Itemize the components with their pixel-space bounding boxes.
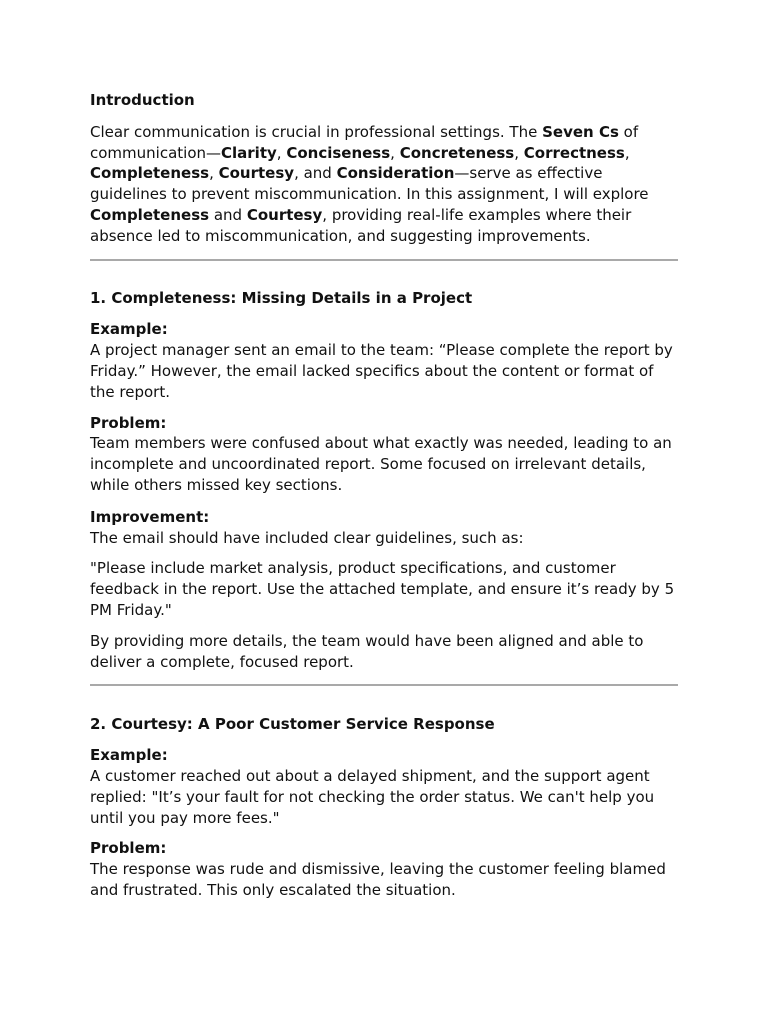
intro-text: , [624,143,630,162]
intro-paragraph [90,122,678,247]
intro-bold-courtesy: Courtesy [218,164,295,183]
intro-text: and [209,205,247,224]
intro-text: Clear communication is crucial in professional settings. The [90,122,543,141]
intro-bold-conciseness: Conciseness [286,143,391,162]
intro-bold-consideration: Consideration [336,164,455,183]
intro-bold-clarity: Clarity [221,143,277,162]
intro-text: of communication— [90,122,639,162]
intro-bold-concreteness: Concreteness [399,143,515,162]
section2-example-text: A customer reached out about a delayed shipment, and the support agent replied: "It’s your fault for not checking the order status. We can't help you until you pay more fees." [90,766,655,827]
intro-text: , [390,143,400,162]
intro-text: , and [294,164,337,183]
intro-text: , [276,143,287,162]
section1-closing: By providing more details, the team would have been aligned and able to deliver a complete, focused report. [90,631,644,671]
intro-bold-completeness-2: Completeness [90,205,210,224]
intro-text: , [514,143,524,162]
section-divider [90,684,678,686]
section2-example-label: Example: [90,746,168,765]
section1-heading: 1. Completeness: Missing Details in a Project [90,288,473,307]
section1-example-label: Example: [90,320,168,339]
section2-problem-label: Problem: [90,839,167,858]
intro-text: , providing real-life examples where their absence led to miscommunication, and suggesting improvements. [90,205,632,245]
intro-bold-correctness: Correctness [523,143,625,162]
intro-bold-seven-cs: Seven Cs [542,122,619,141]
intro-bold-completeness: Completeness [90,164,210,183]
section1-improvement-label: Improvement: [90,507,210,526]
section2-problem-text: The response was rude and dismissive, leaving the customer feeling blamed and frustrated. This only escalated the situation. [90,860,666,899]
intro-text: —serve as effective guidelines to prevent miscommunication. In this assignment, I will explore [90,164,649,204]
section2-heading: 2. Courtesy: A Poor Customer Service Response [90,715,495,734]
intro-heading: Introduction [90,91,195,109]
section1-improvement-text: The email should have included clear guidelines, such as: [90,528,524,547]
section1-problem-label: Problem: [90,413,167,432]
intro-text: , [209,164,219,183]
section1-example-text: A project manager sent an email to the team: “Please complete the report by Friday.” However, the email lacked specifics about the content or format of the report. [90,341,673,401]
section1-quote: "Please include market analysis, product specifications, and customer feedback in the report. Use the attached template, and ensure it’s ready by 5 PM Friday." [90,559,675,619]
intro-bold-courtesy-2: Courtesy [246,205,323,224]
section-divider [90,259,678,261]
document-page [90,90,678,901]
section1-problem-text: Team members were confused about what exactly was needed, leading to an incomplete and uncoordinated report. Some focused on irrelevant details, while others missed key sections. [90,434,672,494]
